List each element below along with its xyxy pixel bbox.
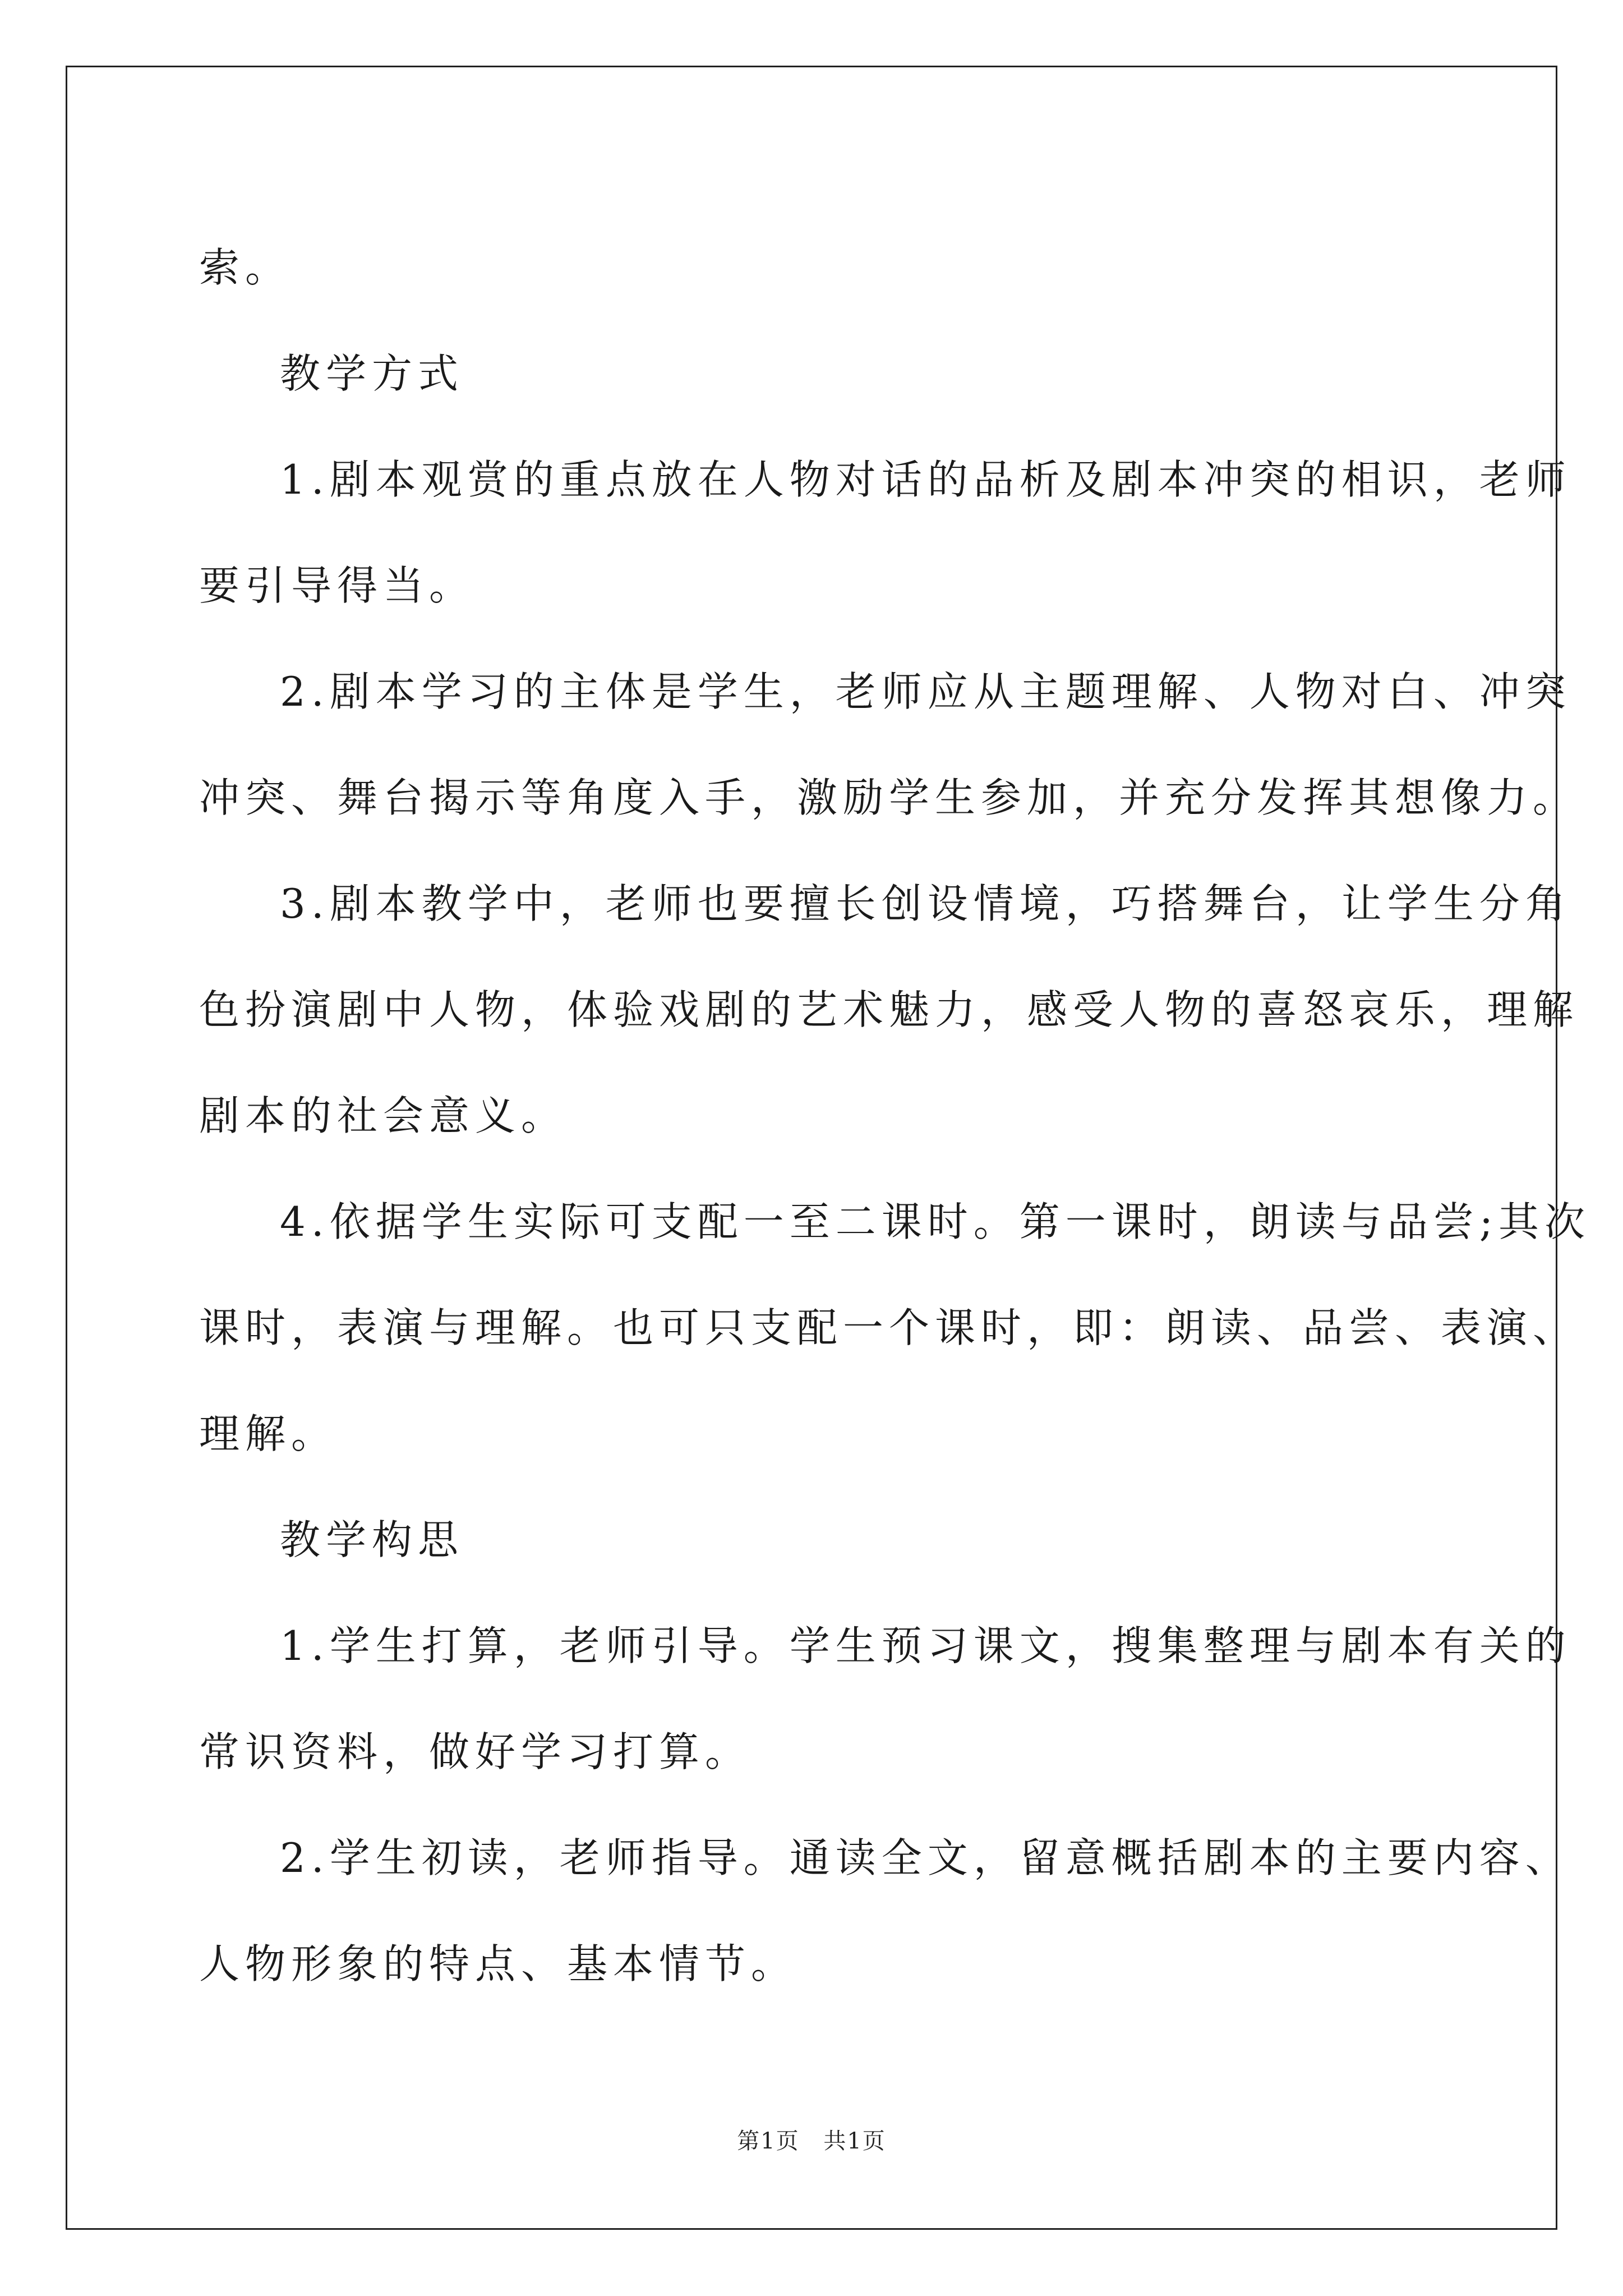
page-number: 第1页: [737, 2128, 800, 2154]
text-line: 2.学生初读，老师指导。通读全文，留意概括剧本的主要内容、: [280, 1834, 1571, 1881]
text-line: 教学方式: [280, 350, 464, 397]
text-line: 课时，表演与理解。也可只支配一个课时，即：朗读、品尝、表演、: [199, 1304, 1579, 1351]
document-body: [199, 215, 1590, 2017]
paragraph: [199, 1169, 1590, 1487]
text-line: 剧本的社会意义。: [199, 1092, 568, 1139]
text-line: 人物形象的特点、基本情节。: [199, 1940, 797, 1987]
page-footer: [0, 2123, 1623, 2155]
page-total: 共1页: [823, 2128, 886, 2154]
text-line: 2.剧本学习的主体是学生，老师应从主题理解、人物对白、冲突: [280, 668, 1571, 715]
text-line: 理解。: [199, 1410, 338, 1457]
text-line: 3.剧本教学中，老师也要擅长创设情境，巧搭舞台，让学生分角: [280, 880, 1571, 927]
paragraph: [199, 427, 1571, 639]
paragraph: [199, 215, 1430, 321]
text-line: 教学构思: [280, 1516, 464, 1563]
text-line: 1.学生打算，老师引导。学生预习课文，搜集整理与剧本有关的: [280, 1622, 1571, 1669]
paragraph: [199, 321, 1430, 427]
paragraph: [199, 1593, 1571, 1805]
text-line: 色扮演剧中人物，体验戏剧的艺术魅力，感受人物的喜怒哀乐，理解: [199, 986, 1579, 1033]
text-line: 要引导得当。: [199, 562, 476, 609]
paragraph: [199, 1805, 1571, 2017]
paragraph: [199, 639, 1579, 851]
text-line: 1.剧本观赏的重点放在人物对话的品析及剧本冲突的相识，老师: [280, 456, 1571, 503]
text-line: 索。: [199, 244, 292, 291]
text-line: 4.依据学生实际可支配一至二课时。第一课时，朗读与品尝;其次: [280, 1198, 1590, 1245]
text-line: 常识资料，做好学习打算。: [199, 1728, 751, 1775]
text-line: 冲突、舞台揭示等角度入手，激励学生参加，并充分发挥其想像力。: [199, 774, 1579, 821]
paragraph: [199, 1487, 1430, 1593]
paragraph: [199, 851, 1579, 1169]
